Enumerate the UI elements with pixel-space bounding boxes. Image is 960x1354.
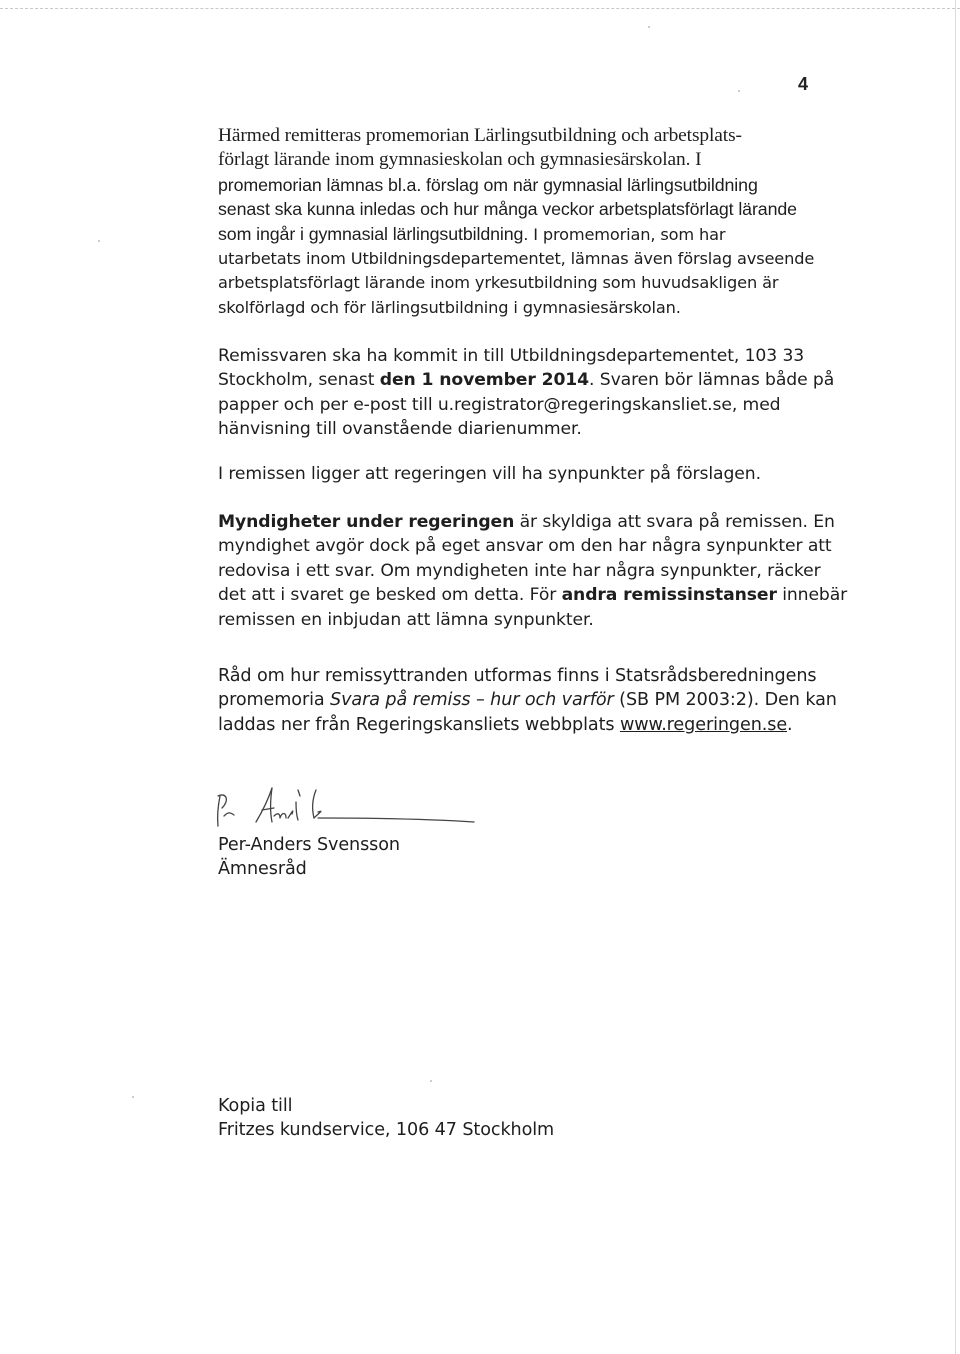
paragraph-line <box>218 713 858 737</box>
paragraph-intro <box>218 124 858 320</box>
paragraph-segment: I promemorian, som har <box>528 224 726 244</box>
paragraph-line: redovisa i ett svar. Om myndigheten inte har några synpunkter, räcker <box>218 560 821 581</box>
authorities-label: Myndigheter under regeringen <box>218 512 515 532</box>
scan-edge-top <box>0 8 960 9</box>
paragraph-line: senast ska kunna inledas och hur många veckor arbetsplatsförlagt lärande <box>218 199 797 220</box>
handwritten-signature <box>212 782 482 832</box>
scan-speck <box>98 240 100 242</box>
paragraph-line-mixed <box>218 222 858 247</box>
scan-speck <box>430 1080 432 1082</box>
other-bodies-label: andra remissinstanser <box>561 585 777 606</box>
paragraph-deadline <box>218 344 858 442</box>
paragraph-segment: innebär <box>776 585 848 606</box>
paragraph-line: förlagt lärande inom gymnasieskolan och gymnasiesärskolan. I <box>218 149 702 171</box>
paragraph-segment: är skyldiga att svara på remissen. En <box>514 512 835 532</box>
paragraph-line: remissen en inbjudan att lämna synpunkter. <box>218 609 594 630</box>
paragraph-segment: promemoria <box>218 690 331 711</box>
copy-to-label: Kopia till <box>218 1096 293 1116</box>
paragraph-line: I remissen ligger att regeringen vill ha synpunkter på förslagen. <box>218 464 761 484</box>
signatory-title: Ämnesråd <box>218 859 307 879</box>
paragraph-line: Remissvaren ska ha kommit in till Utbildningsdepartementet, 103 33 <box>218 346 805 366</box>
paragraph-line: promemorian lämnas bl.a. förslag om när gymnasial lärlingsutbildning <box>218 174 758 195</box>
paragraph-line: arbetsplatsförlagt lärande inom yrkesutbildning som huvudsakligen är <box>218 273 779 293</box>
paragraph-line: hänvisning till ovanstående diarienummer. <box>218 419 582 440</box>
paragraph-segment: laddas ner från Regeringskansliets webbplats <box>218 714 620 735</box>
paragraph-segment: som ingår i gymnasial lärlingsutbildning. <box>218 223 529 244</box>
scan-speck <box>738 90 740 92</box>
paragraph-line: Råd om hur remissyttranden utformas finns i Statsrådsberedningens <box>218 666 817 686</box>
scan-speck <box>132 1096 134 1098</box>
scan-speck <box>648 26 650 28</box>
paragraph-obligations <box>218 510 858 632</box>
paragraph-line: papper och per e-post till u.registrator@regeringskansliet.se, med <box>218 394 781 415</box>
copy-to-block <box>218 1094 858 1142</box>
paragraph-advice <box>218 664 858 737</box>
paragraph-line <box>218 510 858 534</box>
copy-to-recipient: Fritzes kundservice, 106 47 Stockholm <box>218 1120 555 1140</box>
page-number: 4 <box>798 74 809 94</box>
paragraph-segment: Stockholm, senast <box>218 370 380 391</box>
paragraph-line: Härmed remitteras promemorian Lärlingsutbildning och arbetsplats- <box>218 125 742 146</box>
paragraph-line: skolförlagd och för lärlingsutbildning i gymnasiesärskolan. <box>218 297 681 317</box>
memo-title: Svara på remiss – hur och varför <box>330 690 614 711</box>
signatory-block <box>218 833 858 881</box>
scan-edge-right <box>955 0 956 1354</box>
paragraph-line: myndighet avgör dock på eget ansvar om den har några synpunkter att <box>218 536 832 557</box>
paragraph-line <box>218 583 858 607</box>
paragraph-line: utarbetats inom Utbildningsdepartementet, lämnas även förslag avseende <box>218 249 815 269</box>
paragraph-segment: . <box>787 714 793 735</box>
deadline-date: den 1 november 2014 <box>379 370 590 391</box>
signatory-name: Per-Anders Svensson <box>218 835 400 855</box>
paragraph-line <box>218 688 858 712</box>
website-link[interactable]: www.regeringen.se <box>619 714 788 735</box>
paragraph-line <box>218 368 858 392</box>
paragraph-segment: . Svaren bör lämnas både på <box>589 370 835 391</box>
paragraph-segment: (SB PM 2003:2). Den kan <box>613 690 837 711</box>
paragraph-request <box>218 462 858 486</box>
paragraph-segment: det att i svaret ge besked om detta. För <box>218 585 562 606</box>
